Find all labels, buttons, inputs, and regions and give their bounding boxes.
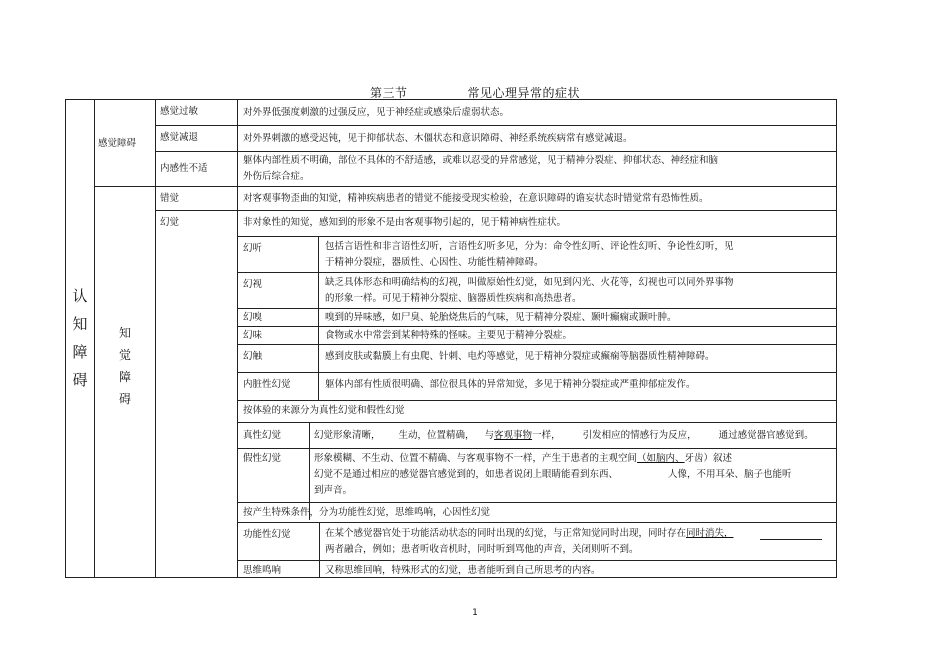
desc-internal-discomfort-1: 躯体内部性质不明确，部位不具体的不舒适感，或难以忍受的异常感觉，见于精神分裂症、抑郁状态、神经症和脑 — [243, 155, 719, 166]
special-classification: 按产生特殊条件，分为功能性幻觉，思维鸣响，心因性幻觉 — [243, 507, 491, 518]
term-true-hallucination: 真性幻觉 — [243, 430, 282, 441]
term-tactile: 幻触 — [243, 351, 263, 362]
group-perception-disorder: 知 觉 障 碍 — [118, 326, 131, 406]
desc-visual-1: 缺乏具体形态和明确结构的幻视，叫做原始性幻觉，如见到闪光、火花等，幻视也可以同外界事物 — [325, 277, 734, 288]
term-hyperesthesia: 感觉过敏 — [160, 106, 199, 117]
group-sense-disorder: 感觉障碍 — [98, 138, 137, 149]
term-olfactory: 幻嗅 — [243, 312, 263, 323]
desc-auditory-1: 包括言语性和非言语性幻听，言语性幻听多见，分为：命令性幻听、评论性幻听、争论性幻听，见 — [325, 241, 734, 252]
term-internal-discomfort: 内感性不适 — [160, 163, 208, 174]
desc-hallucination: 非对象性的知觉，感知到的形象不是由客观事物引起的，见于精神病性症状。 — [243, 217, 567, 228]
term-auditory: 幻听 — [243, 243, 263, 254]
source-classification: 按体验的来源分为真性幻觉和假性幻觉 — [243, 405, 405, 416]
term-pseudo-hallucination: 假性幻觉 — [243, 453, 282, 464]
desc-auditory-2: 于精神分裂症，器质性、心因性、功能性精神障碍。 — [325, 257, 544, 268]
term-gustatory: 幻味 — [243, 330, 263, 341]
desc-olfactory: 嗅到的异味感，如尸臭、轮胎烧焦后的气味，见于精神分裂症、颞叶癫痫或颞叶肿。 — [325, 312, 677, 323]
desc-pseudo-hallucination-1: 形象模糊、不生动、位置不精确、与客观事物不一样，产生于患者的主观空间（如脑内、牙齿）叙述 — [314, 453, 733, 464]
desc-visceral: 躯体内部有性质很明确、部位很具体的异常知觉，多见于精神分裂症或严重抑郁症发作。 — [325, 379, 696, 390]
desc-true-hallucination: 幻觉形象清晰， 生动，位置精确， 与客观事物一样， 引发相应的情感行为反应， 通过感觉器官感觉到。 — [314, 430, 814, 441]
desc-gustatory: 食物或水中常尝到某种特殊的怪味。主要见于精神分裂症。 — [325, 330, 573, 341]
desc-visual-2: 的形象一样。可见于精神分裂症、脑器质性疾病和高热患者。 — [325, 293, 582, 304]
term-thought-echo: 思维鸣响 — [243, 565, 282, 576]
term-visual: 幻视 — [243, 279, 263, 290]
page-number: 1 — [472, 608, 478, 618]
desc-thought-echo: 又称思维回响，特殊形式的幻觉，患者能听到自己所思考的内容。 — [325, 565, 601, 576]
desc-tactile: 感到皮肤或黏膜上有虫爬、针刺、电灼等感觉，见于精神分裂症或癫痫等脑器质性精神障碍。 — [325, 351, 715, 362]
desc-hypoesthesia: 对外界刺激的感受迟钝，见于抑郁状态、木僵状态和意识障碍、神经系统疾病常有感觉减退。 — [243, 133, 633, 144]
desc-internal-discomfort-2: 外伤后综合症。 — [243, 171, 310, 182]
desc-pseudo-hallucination-3: 到声音。 — [314, 485, 353, 496]
section-heading: 常见心理异常的症状 — [467, 86, 581, 100]
term-hypoesthesia: 感觉减退 — [160, 132, 199, 143]
term-illusion: 错觉 — [160, 193, 180, 204]
desc-hyperesthesia: 对外界低强度刺激的过强反应，见于神经症或感染后虚弱状态。 — [243, 107, 510, 118]
term-hallucination: 幻觉 — [160, 217, 180, 228]
desc-functional-hallucination-2: 两者融合，例如；患者听收音机时，同时听到骂他的声音，关闭则听不到。 — [325, 544, 639, 555]
term-visceral: 内脏性幻觉 — [243, 379, 291, 390]
desc-functional-hallucination-1: 在某个感觉器官处于功能活动状态的同时出现的幻觉，与正常知觉同时出现，同时存在同时消失， — [325, 528, 734, 539]
section-number: 第三节 — [369, 86, 408, 100]
category-cognitive-disorder: 认 知 障 碍 — [72, 287, 88, 389]
desc-pseudo-hallucination-2: 幻觉不是通过相应的感觉器官感觉到的，如患者说闭上眼睛能看到东西、 人像，不用耳朵、脑子也能听 — [314, 469, 792, 480]
term-functional-hallucination: 功能性幻觉 — [243, 529, 291, 540]
desc-illusion: 对客观事物歪曲的知觉，精神疾病患者的错觉不能接受现实检验，在意识障碍的谵妄状态时错觉常有恐怖性质。 — [243, 193, 709, 204]
